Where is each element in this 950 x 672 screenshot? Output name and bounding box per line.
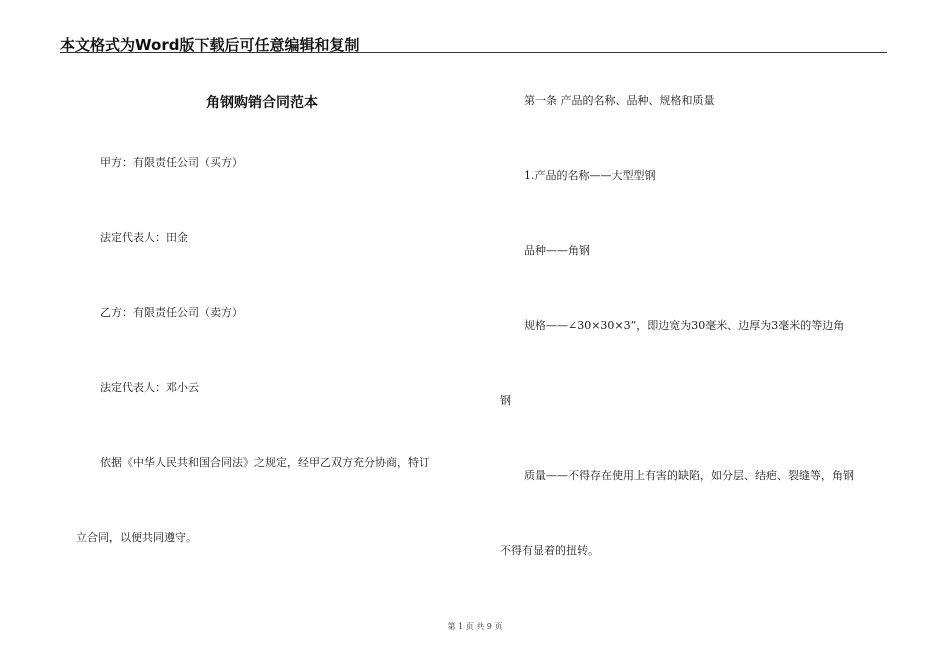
page-number: 第 1 页 共 9 页 [447, 622, 503, 631]
document-title: 角钢购销合同范本 [206, 95, 318, 111]
specification-line-2: 钢 [500, 394, 511, 407]
product-name-line: 1.产品的名称——大型型钢 [524, 169, 656, 182]
product-variety-line: 品种——角钢 [524, 244, 590, 257]
party-b-representative-line: 法定代表人：邓小云 [100, 381, 199, 394]
header-title: 本文格式为Word版下载后可任意编辑和复制 [60, 36, 360, 54]
party-a-line: 甲方：有限责任公司（买方） [100, 156, 243, 169]
quality-line-2: 不得有显着的扭转。 [500, 544, 599, 557]
preamble-line-2: 立合同，以便共同遵守。 [76, 531, 197, 544]
header-divider [60, 52, 887, 53]
quality-line-1: 质量——不得存在使用上有害的缺陷，如分层、结疤、裂缝等，角钢 [524, 469, 854, 482]
specification-line-1: 规格——∠30×30×3”，即边宽为30毫米、边厚为3毫米的等边角 [524, 319, 845, 332]
party-a-representative-line: 法定代表人：田金 [100, 231, 188, 244]
preamble-line-1: 依据《中华人民共和国合同法》之规定，经甲乙双方充分协商，特订 [100, 456, 430, 469]
party-b-line: 乙方：有限责任公司（卖方） [100, 306, 243, 319]
article-1-heading: 第一条 产品的名称、品种、规格和质量 [524, 94, 715, 107]
